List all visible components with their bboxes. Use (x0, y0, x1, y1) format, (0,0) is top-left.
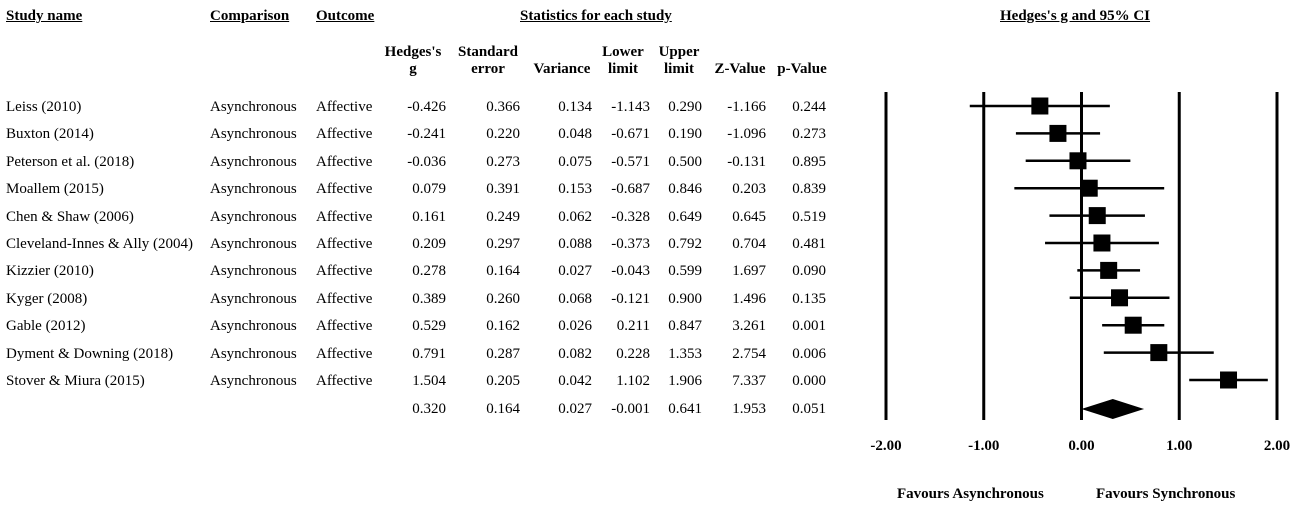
upper-limit: 0.649 (668, 208, 702, 225)
summary-se: 0.164 (486, 401, 520, 417)
upper-limit: 0.792 (668, 236, 702, 252)
variance: 0.048 (558, 126, 592, 143)
axis-tick-label: -1.00 (968, 438, 1000, 454)
col-header-variance-line2: Variance (533, 61, 591, 77)
hedges-g: 0.389 (412, 290, 446, 307)
outcome: Affective (316, 181, 373, 198)
col-header-comparison: Comparison (210, 8, 290, 24)
outcome: Affective (316, 208, 373, 225)
comparison: Asynchronous (210, 318, 297, 335)
summary-g: 0.320 (412, 401, 446, 417)
favours-asynchronous-label: Favours Asynchronous (897, 486, 1044, 502)
study-effect-marker (1031, 98, 1048, 115)
lower-limit: -0.671 (611, 126, 650, 143)
standard-error: 0.391 (486, 181, 520, 198)
study-name: Buxton (2014) (6, 126, 94, 143)
comparison: Asynchronous (210, 263, 297, 280)
comparison: Asynchronous (210, 181, 297, 198)
lower-limit: 0.211 (616, 318, 650, 335)
outcome: Affective (316, 263, 373, 280)
summary-diamond (1081, 399, 1144, 419)
upper-limit: 0.190 (668, 126, 702, 143)
hedges-g: 0.079 (412, 181, 446, 198)
summary-p: 0.051 (792, 401, 826, 417)
study-name: Dyment & Downing (2018) (6, 345, 174, 362)
study-effect-marker (1100, 262, 1117, 279)
col-header-study-name: Study name (6, 8, 83, 24)
study-name: Moallem (2015) (6, 181, 104, 198)
p-value: 0.000 (792, 373, 826, 389)
plot-title: Hedges's g and 95% CI (1000, 8, 1151, 24)
hedges-g: 0.791 (412, 345, 446, 362)
lower-limit: -0.687 (611, 181, 650, 198)
lower-limit: -1.143 (611, 99, 650, 115)
study-name: Leiss (2010) (6, 99, 82, 115)
col-header-se-line1: Standard (457, 44, 519, 60)
col-header-lower-line2: limit (608, 61, 638, 77)
col-header-upper-line2: limit (664, 61, 694, 77)
study-effect-marker (1111, 289, 1128, 306)
study-name: Stover & Miura (2015) (6, 373, 145, 389)
lower-limit: -0.328 (611, 208, 650, 225)
z-value: 1.496 (732, 290, 766, 307)
standard-error: 0.162 (486, 318, 520, 335)
upper-limit: 0.290 (668, 99, 702, 115)
variance: 0.068 (558, 290, 592, 307)
variance: 0.134 (558, 99, 592, 115)
lower-limit: -0.043 (611, 263, 650, 280)
col-header-p-line2: p-Value (777, 61, 827, 77)
standard-error: 0.297 (486, 236, 520, 252)
variance: 0.153 (558, 181, 592, 198)
study-effect-marker (1089, 207, 1106, 224)
outcome: Affective (316, 373, 373, 389)
z-value: 0.704 (732, 236, 766, 252)
outcome: Affective (316, 236, 373, 252)
z-value: -1.166 (727, 99, 766, 115)
hedges-g: 0.161 (412, 208, 446, 225)
study-name: Cleveland-Innes & Ally (2004) (6, 236, 194, 252)
study-effect-marker (1049, 125, 1066, 142)
upper-limit: 0.847 (668, 318, 702, 335)
summary-variance: 0.027 (558, 401, 592, 417)
outcome: Affective (316, 99, 373, 115)
comparison: Asynchronous (210, 373, 297, 389)
outcome: Affective (316, 290, 373, 307)
z-value: -0.131 (727, 153, 766, 170)
p-value: 0.001 (792, 318, 826, 335)
study-effect-marker (1081, 180, 1098, 197)
col-header-hedges-line1: Hedges's (384, 44, 442, 60)
p-value: 0.519 (792, 208, 826, 225)
z-value: 0.203 (732, 181, 766, 198)
col-header-lower-line1: Lower (602, 44, 644, 60)
summary-lower: -0.001 (611, 401, 650, 417)
lower-limit: 0.228 (616, 345, 650, 362)
favours-synchronous-label: Favours Synchronous (1096, 486, 1236, 502)
study-effect-marker (1093, 235, 1110, 252)
variance: 0.088 (558, 236, 592, 252)
lower-limit: 1.102 (616, 373, 650, 389)
standard-error: 0.366 (486, 99, 520, 115)
standard-error: 0.273 (486, 153, 520, 170)
upper-limit: 0.900 (668, 290, 702, 307)
upper-limit: 1.353 (668, 345, 702, 362)
z-value: 7.337 (732, 373, 766, 389)
p-value: 0.481 (792, 236, 826, 252)
standard-error: 0.220 (486, 126, 520, 143)
outcome: Affective (316, 126, 373, 143)
hedges-g: 0.278 (412, 263, 446, 280)
p-value: 0.273 (792, 126, 826, 143)
hedges-g: 0.209 (412, 236, 446, 252)
hedges-g: 1.504 (412, 373, 446, 389)
comparison: Asynchronous (210, 208, 297, 225)
standard-error: 0.249 (486, 208, 520, 225)
study-name: Chen & Shaw (2006) (6, 208, 134, 225)
lower-limit: -0.121 (611, 290, 650, 307)
z-value: -1.096 (727, 126, 766, 143)
variance: 0.026 (558, 318, 592, 335)
p-value: 0.135 (792, 290, 826, 307)
col-header-hedges-line2: g (409, 61, 417, 77)
axis-tick-label: 2.00 (1263, 438, 1291, 454)
summary-upper: 0.641 (668, 401, 702, 417)
study-name: Kyger (2008) (6, 290, 88, 307)
comparison: Asynchronous (210, 153, 297, 170)
summary-z: 1.953 (732, 401, 766, 417)
upper-limit: 1.906 (668, 373, 702, 389)
comparison: Asynchronous (210, 99, 297, 115)
outcome: Affective (316, 153, 373, 170)
upper-limit: 0.599 (668, 263, 702, 280)
p-value: 0.090 (792, 263, 826, 280)
z-value: 0.645 (732, 208, 766, 225)
axis-tick-label: -2.00 (870, 438, 902, 454)
standard-error: 0.287 (486, 345, 520, 362)
col-header-outcome: Outcome (316, 8, 375, 24)
comparison: Asynchronous (210, 236, 297, 252)
z-value: 1.697 (732, 263, 766, 280)
z-value: 2.754 (732, 345, 766, 362)
study-name: Kizzier (2010) (6, 263, 94, 280)
variance: 0.027 (558, 263, 592, 280)
hedges-g: -0.426 (407, 99, 446, 115)
comparison: Asynchronous (210, 290, 297, 307)
variance: 0.082 (558, 345, 592, 362)
study-name: Gable (2012) (6, 318, 86, 335)
axis-tick-label: 1.00 (1166, 438, 1193, 454)
hedges-g: -0.036 (407, 153, 446, 170)
hedges-g: -0.241 (407, 126, 446, 143)
comparison: Asynchronous (210, 345, 297, 362)
comparison: Asynchronous (210, 126, 297, 143)
standard-error: 0.205 (486, 373, 520, 389)
p-value: 0.244 (792, 99, 826, 115)
study-effect-marker (1125, 317, 1142, 334)
col-header-z-line2: Z-Value (714, 61, 766, 77)
variance: 0.042 (558, 373, 592, 389)
p-value: 0.839 (792, 181, 826, 198)
axis-tick-label: 0.00 (1068, 438, 1095, 454)
standard-error: 0.260 (486, 290, 520, 307)
stats-title: Statistics for each study (520, 8, 672, 24)
lower-limit: -0.373 (611, 236, 650, 252)
hedges-g: 0.529 (412, 318, 446, 335)
z-value: 3.261 (732, 318, 766, 335)
upper-limit: 0.846 (668, 181, 702, 198)
p-value: 0.006 (792, 345, 826, 362)
col-header-se-line2: error (471, 61, 505, 77)
outcome: Affective (316, 345, 373, 362)
study-effect-marker (1069, 152, 1086, 169)
standard-error: 0.164 (486, 263, 520, 280)
study-effect-marker (1220, 372, 1237, 389)
p-value: 0.895 (792, 153, 826, 170)
study-effect-marker (1150, 344, 1167, 361)
lower-limit: -0.571 (611, 153, 650, 170)
variance: 0.062 (558, 208, 592, 225)
variance: 0.075 (558, 153, 592, 170)
study-name: Peterson et al. (2018) (6, 153, 135, 170)
outcome: Affective (316, 318, 373, 335)
col-header-upper-line1: Upper (658, 44, 700, 60)
upper-limit: 0.500 (668, 153, 702, 170)
